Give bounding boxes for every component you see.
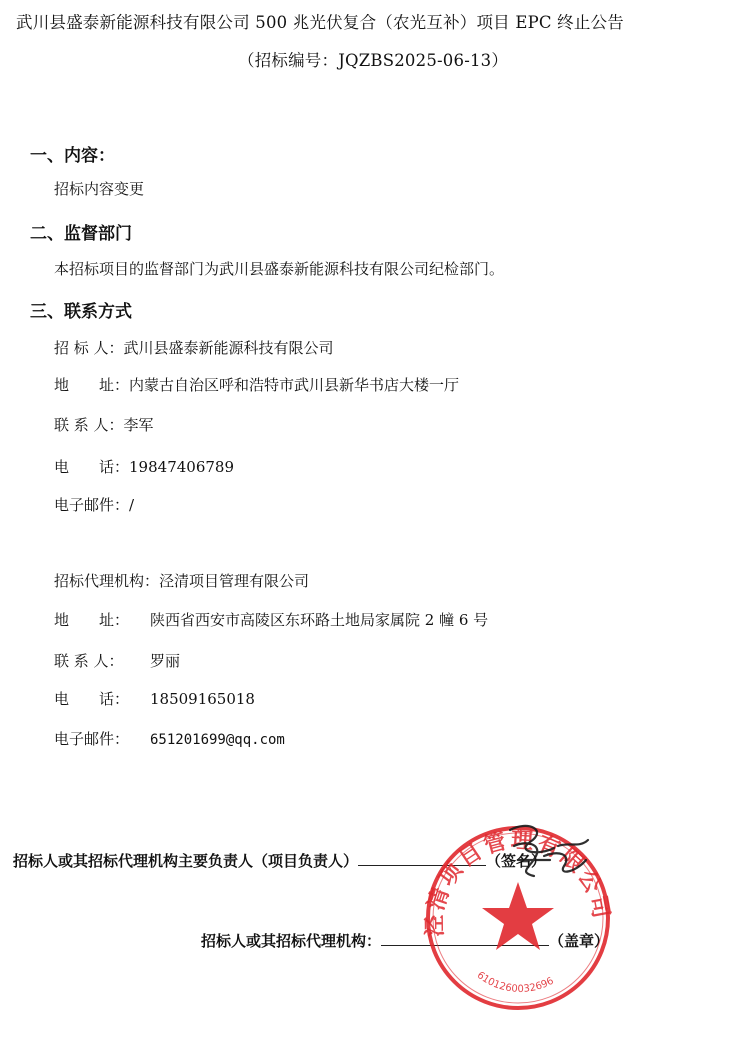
company-seal [418, 820, 618, 1010]
agency-contact-row [54, 650, 180, 671]
agency-email: 651201699@qq.com [150, 732, 285, 748]
section-content-text: 招标内容变更 [54, 180, 145, 198]
tenderer-email-row [54, 494, 134, 515]
tenderer-phone-row [54, 456, 234, 477]
section-content-heading: 一、内容： [30, 146, 115, 166]
tenderer-address: 内蒙古自治区呼和浩特市武川县新华书店大楼一厅 [129, 376, 460, 394]
signature-seal-suffix: （盖章） [549, 932, 610, 950]
section-supervision-text: 本招标项目的监督部门为武川县盛泰新能源科技有限公司纪检部门。 [54, 260, 505, 278]
agency-phone-label: 电 话： [54, 690, 130, 708]
agency-phone-row [54, 688, 255, 709]
tender-number: （招标编号：JQZBS2025-06-13） [238, 51, 509, 70]
seal-star-icon [482, 882, 554, 950]
tenderer-email: / [129, 496, 135, 514]
agency-email-row [54, 728, 285, 749]
tenderer-name: 武川县盛泰新能源科技有限公司 [123, 339, 334, 357]
agency-contact: 罗丽 [150, 652, 181, 670]
agency-phone: 18509165018 [150, 690, 255, 708]
agency-address-row [54, 609, 488, 630]
seal-code: 6101260032696 [474, 969, 556, 995]
signature-seal-text: 招标人或其招标代理机构： [201, 932, 382, 950]
agency-name: 泾清项目管理有限公司 [159, 572, 310, 590]
tenderer-name-label: 招 标 人： [54, 339, 124, 357]
agency-address-label: 地 址： [54, 611, 130, 629]
section-contact-heading: 三、联系方式 [30, 302, 132, 322]
tenderer-phone: 19847406789 [129, 458, 234, 476]
notice-title: 武川县盛泰新能源科技有限公司 500 兆光伏复合（农光互补）项目 EPC 终止公告 [16, 13, 624, 32]
agency-name-label: 招标代理机构： [54, 572, 160, 590]
agency-name-row [54, 570, 309, 591]
tenderer-email-label: 电子邮件： [54, 496, 130, 514]
tenderer-address-label: 地 址： [54, 376, 130, 394]
agency-contact-label: 联 系 人： [54, 652, 124, 670]
section-supervision-heading: 二、监督部门 [30, 224, 132, 244]
tenderer-contact-row [54, 414, 154, 435]
signature-principal-suffix: （签名） [486, 852, 547, 870]
agency-address: 陕西省西安市高陵区东环路土地局家属院 2 幢 6 号 [150, 611, 489, 629]
signature-principal-text: 招标人或其招标代理机构主要负责人（项目负责人） [13, 852, 359, 870]
tenderer-name-row [54, 337, 334, 358]
agency-email-label: 电子邮件： [54, 730, 130, 748]
tenderer-contact-label: 联 系 人： [54, 416, 124, 434]
tenderer-address-row [54, 374, 459, 395]
svg-text:6101260032696 [475, 970, 556, 995]
seal-text: 泾清项目管理有限公司 [422, 828, 614, 938]
tenderer-contact: 李军 [123, 416, 154, 434]
tenderer-phone-label: 电 话： [54, 458, 130, 476]
